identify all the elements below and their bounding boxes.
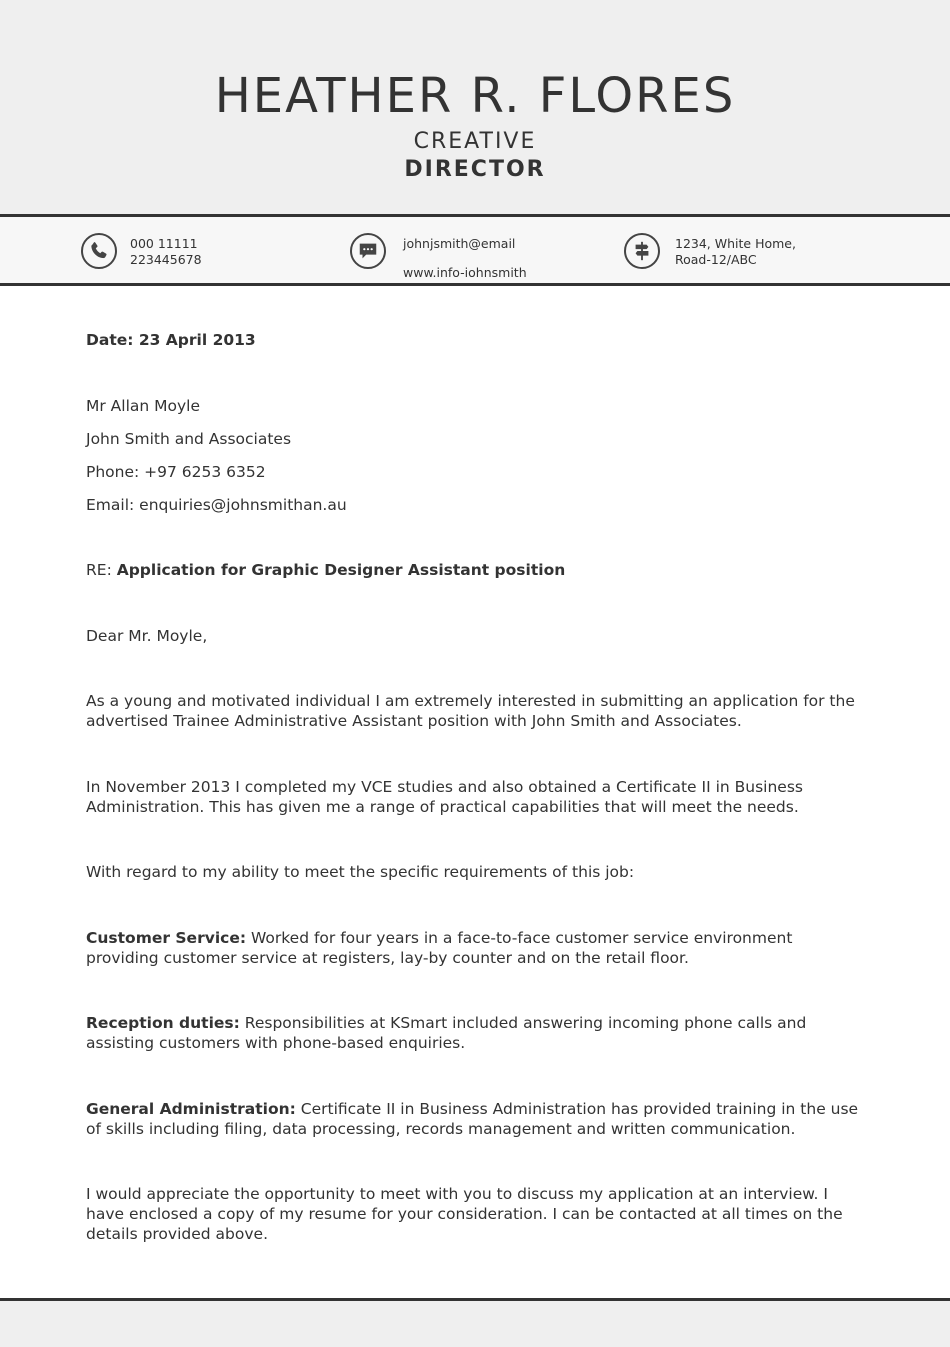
recipient-company: John Smith and Associates — [86, 430, 292, 448]
applicant-name: HEATHER R. FLORES — [214, 68, 736, 124]
requirement-text: Certificate II in Business Administration has provided training in the use of skills including filing, data processing, records management and written communication. — [86, 1100, 859, 1138]
requirement-label: Reception duties: — [86, 1014, 240, 1032]
salutation: Dear Mr. Moyle, — [86, 627, 208, 645]
paragraph-requirements: With regard to my ability to meet the specific requirements of this job: — [86, 863, 635, 881]
requirement-customer-service — [86, 928, 861, 968]
address — [675, 236, 796, 268]
recipient-email: Email: enquiries@johnsmithan.au — [86, 496, 347, 514]
job-title-line2: DIRECTOR — [404, 157, 546, 182]
requirement-administration — [86, 1099, 861, 1139]
job-title-line1: CREATIVE — [413, 129, 537, 154]
letter-date: Date: 23 April 2013 — [86, 331, 256, 349]
recipient-name: Mr Allan Moyle — [86, 397, 201, 415]
phone-line2: 223445678 — [130, 252, 202, 267]
email-website — [403, 236, 527, 281]
phone-line1: 000 11111 — [130, 236, 198, 251]
requirement-text: Responsibilities at KSmart included answering incoming phone calls and assisting customers with phone-based enquiries. — [86, 1014, 807, 1052]
recipient-phone: Phone: +97 6253 6352 — [86, 463, 266, 481]
contact-bar — [0, 214, 950, 286]
website-url: www.info-iohnsmith — [403, 265, 527, 280]
phone-number — [130, 236, 202, 268]
chat-bubble-icon — [350, 233, 386, 269]
requirement-reception — [86, 1013, 861, 1053]
requirement-text: Worked for four years in a face-to-face customer service environment providing customer service at registers, lay-by counter and on the retail floor. — [86, 929, 793, 967]
email-address: johnjsmith@email — [403, 236, 516, 251]
phone-icon — [81, 233, 117, 269]
signpost-icon — [624, 233, 660, 269]
footer — [0, 1298, 950, 1347]
subject-line — [86, 560, 565, 580]
header — [0, 0, 950, 214]
job-title — [0, 128, 950, 182]
requirement-label: Customer Service: — [86, 929, 247, 947]
paragraph-education: In November 2013 I completed my VCE studies and also obtained a Certificate II in Business Administration. This has given me a range of practical capabilities that will meet the needs. — [86, 778, 803, 816]
address-line1: 1234, White Home, — [675, 236, 796, 251]
paragraph-closing: I would appreciate the opportunity to meet with you to discuss my application at an interview. I have enclosed a copy of my resume for your consideration. I can be contacted at all times on the details provided above. — [86, 1185, 843, 1243]
subject-text: Application for Graphic Designer Assistant position — [116, 561, 566, 579]
paragraph-intro: As a young and motivated individual I am extremely interested in submitting an application for the advertised Trainee Administrative Assistant position with John Smith and Associates. — [86, 692, 855, 730]
subject-prefix: RE: — [86, 561, 117, 579]
address-line2: Road-12/ABC — [675, 252, 757, 267]
requirement-label: General Administration: — [86, 1100, 296, 1118]
